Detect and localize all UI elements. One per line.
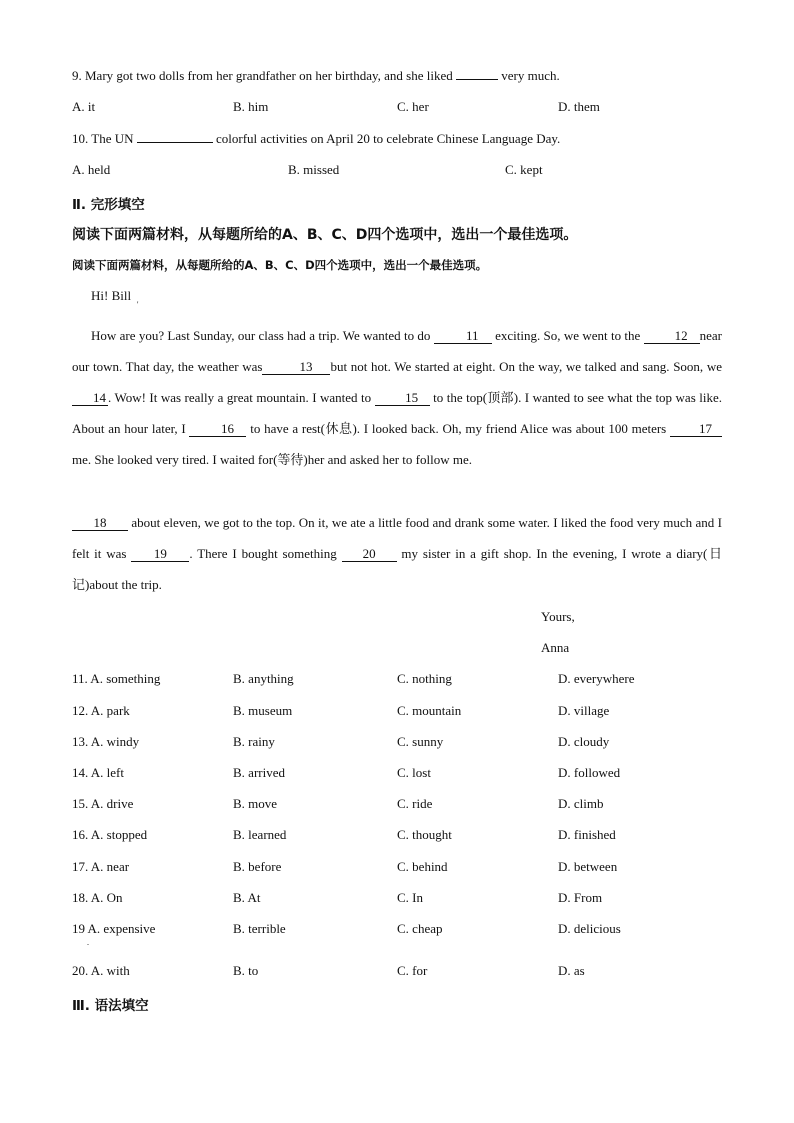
- option-a: 18. A. On: [72, 890, 123, 905]
- option-c: C. In: [397, 890, 423, 905]
- section-2-instruction-repeat: 阅读下面两篇材料，从每题所给的A、B、C、D四个选项中，选出一个最佳选项。: [72, 258, 488, 272]
- blank-20: 20: [342, 547, 397, 562]
- question-row: [72, 703, 732, 721]
- blank-18: 18: [72, 516, 128, 531]
- option-a: 17. A. near: [72, 859, 130, 874]
- letter-text: . Wow! It was really a great mountain. I wanted to: [108, 390, 375, 405]
- option-d: D. climb: [558, 796, 604, 811]
- section-2-instruction: 阅读下面两篇材料，从每题所给的A、B、C、D四个选项中，选出一个最佳选项。: [72, 227, 578, 243]
- question-row: [72, 963, 732, 981]
- blank-16: 16: [189, 422, 246, 437]
- letter-text: . There I bought something: [189, 546, 342, 561]
- option-a: A. held: [72, 162, 111, 177]
- question-row: [72, 890, 732, 908]
- option-d: D. as: [558, 963, 585, 978]
- option-c: C. thought: [397, 827, 452, 842]
- letter-paragraph-2: [72, 507, 722, 600]
- question-10-stem: [72, 131, 560, 147]
- option-d: D. them: [558, 99, 600, 114]
- option-c: C. nothing: [397, 671, 452, 686]
- option-a: 13. A. windy: [72, 734, 140, 749]
- option-c: C. sunny: [397, 734, 444, 749]
- q10-text-pre: 10. The UN: [72, 131, 137, 146]
- blank-17: 17: [670, 422, 722, 437]
- option-a: 15. A. drive: [72, 796, 134, 811]
- letter-text: me. She looked very tired. I waited for(等待)her and asked her to follow me.: [72, 452, 472, 467]
- option-c: C. kept: [505, 162, 543, 177]
- letter-text: to have a rest(休息). I looked back. Oh, my friend Alice was about 100 meters: [246, 421, 670, 436]
- option-d: D. From: [558, 890, 603, 905]
- option-c: C. lost: [397, 765, 431, 780]
- question-row: [72, 859, 732, 877]
- option-b: B. move: [233, 796, 278, 811]
- option-a: 16. A. stopped: [72, 827, 148, 842]
- option-d: D. cloudy: [558, 734, 610, 749]
- stray-mark: .: [87, 938, 89, 947]
- option-a: A. it: [72, 99, 96, 114]
- option-b: B. anything: [233, 671, 294, 686]
- letter-text: about eleven, we got to the top. On it, we ate a little food and drank some water. I liked the food very much and I felt it was: [72, 515, 722, 561]
- letter-greeting: Hi! Bill: [91, 288, 132, 303]
- question-9-stem: [72, 68, 560, 84]
- answer-blank: [137, 142, 213, 143]
- question-10-options: [72, 162, 732, 180]
- question-row: [72, 921, 732, 939]
- option-b: B. museum: [233, 703, 293, 718]
- letter-paragraph-1: [72, 320, 722, 475]
- letter-closing: Yours,: [541, 609, 575, 624]
- option-c: C. behind: [397, 859, 448, 874]
- blank-19: 19: [131, 547, 189, 562]
- q9-text-post: very much.: [498, 68, 560, 83]
- option-d: D. village: [558, 703, 610, 718]
- question-row: [72, 734, 732, 752]
- q9-text-pre: 9. Mary got two dolls from her grandfather on her birthday, and she liked: [72, 68, 457, 83]
- option-a: 14. A. left: [72, 765, 124, 780]
- section-2-title: Ⅱ. 完形填空: [72, 197, 145, 213]
- question-row: [72, 765, 732, 783]
- option-d: D. delicious: [558, 921, 621, 936]
- option-d: D. followed: [558, 765, 621, 780]
- letter-text: but not hot. We started at eight. On the way, we talked and sang. Soon, we: [330, 359, 722, 374]
- option-b: B. terrible: [233, 921, 286, 936]
- option-b: B. missed: [288, 162, 340, 177]
- question-row: [72, 827, 732, 845]
- option-b: B. At: [233, 890, 261, 905]
- question-row: [72, 671, 732, 689]
- option-b: B. learned: [233, 827, 287, 842]
- letter-text: my sister in a gift shop. In the evening, I wrote a diary(日记)about the trip.: [72, 546, 722, 592]
- option-b: B. arrived: [233, 765, 285, 780]
- question-9-options: [72, 99, 732, 117]
- letter-text: exciting. So, we went to the: [491, 328, 644, 343]
- question-row: [72, 796, 732, 814]
- option-c: C. her: [397, 99, 429, 114]
- option-d: D. everywhere: [558, 671, 635, 686]
- q10-text-post: colorful activities on April 20 to celebrate Chinese Language Day.: [212, 131, 561, 146]
- option-b: B. to: [233, 963, 259, 978]
- option-b: B. him: [233, 99, 269, 114]
- answer-blank: [456, 79, 498, 80]
- blank-15: 15: [375, 391, 430, 406]
- option-c: C. cheap: [397, 921, 443, 936]
- letter-signature: Anna: [541, 640, 570, 655]
- option-a: 12. A. park: [72, 703, 130, 718]
- option-a: 11. A. something: [72, 671, 161, 686]
- option-d: D. between: [558, 859, 618, 874]
- option-c: C. ride: [397, 796, 433, 811]
- letter-text: How are you? Last Sunday, our class had a trip. We wanted to do: [91, 328, 434, 343]
- blank-11: 11: [434, 329, 492, 344]
- option-c: C. mountain: [397, 703, 462, 718]
- blank-14: 14: [72, 391, 108, 406]
- stray-mark: ': [137, 300, 139, 309]
- letter-text: to the top(顶部). I wanted to see what the top was like. About an hour later, I: [72, 390, 722, 436]
- letter-text: near our town. That day, the weather was: [72, 328, 722, 374]
- option-d: D. finished: [558, 827, 616, 842]
- option-b: B. before: [233, 859, 282, 874]
- option-c: C. for: [397, 963, 428, 978]
- option-a: 20. A. with: [72, 963, 130, 978]
- blank-12: 12: [644, 329, 700, 344]
- option-a: 19 A. expensive: [72, 921, 156, 936]
- option-b: B. rainy: [233, 734, 275, 749]
- blank-13: 13: [262, 360, 330, 375]
- section-3-title: Ⅲ. 语法填空: [72, 998, 149, 1014]
